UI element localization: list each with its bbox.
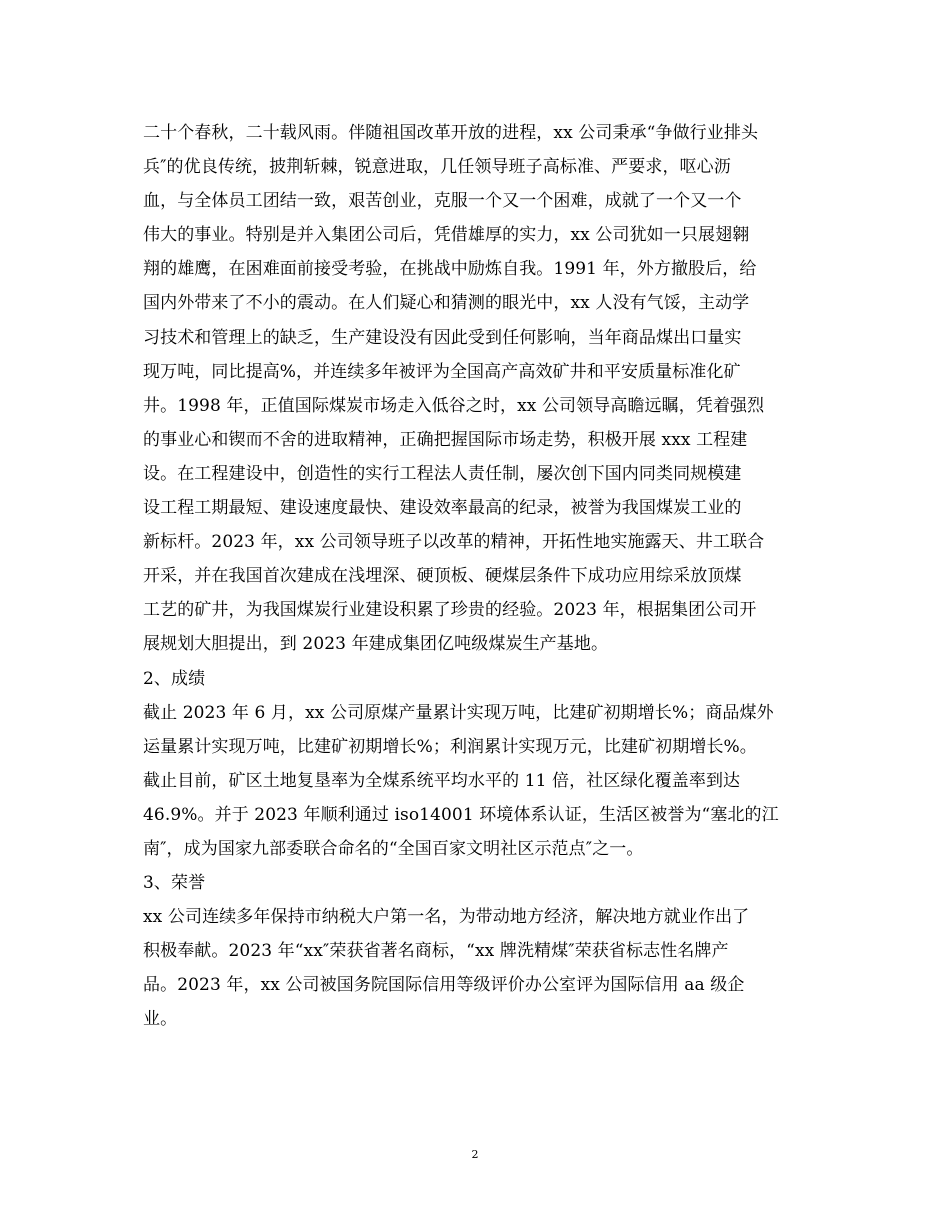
text-line: 血，与全体员工团结一致，艰苦创业，克服一个又一个困难，成就了一个又一个 (143, 191, 742, 212)
text-line: 46.9%。并于 2023 年顺利通过 iso14001 环境体系认证，生活区被誉为“塞北的江 (143, 804, 779, 825)
text-line: 工艺的矿井，为我国煤炭行业建设积累了珍贵的经验。2023 年，根据集团公司开 (143, 600, 757, 621)
section-heading-achievements: 2、成绩 (143, 668, 206, 689)
text-line: 二十个春秋，二十载风雨。伴随祖国改革开放的进程，xx 公司秉承“争做行业排头 (143, 123, 759, 143)
text-line: 新标杆。2023 年，xx 公司领导班子以改革的精神，开拓性地实施露天、井工联合 (143, 532, 765, 553)
text-line: 品。2023 年，xx 公司被国务院国际信用等级评价办公室评为国际信用 aa 级企 (143, 975, 745, 996)
text-line: 南″，成为国家九部委联合命名的“全国百家文明社区示范点″之一。 (143, 838, 644, 859)
text-line: xx 公司连续多年保持市纳税大户第一名，为带动地方经济，解决地方就业作出了 (143, 907, 750, 928)
text-line: 设。在工程建设中，创造性的实行工程法人责任制，屡次创下国内同类同规模建 (143, 463, 742, 484)
text-line: 截止目前，矿区土地复垦率为全煤系统平均水平的 11 倍，社区绿化覆盖率到达 (143, 770, 741, 791)
text-line: 截止 2023 年 6 月，xx 公司原煤产量累计实现万吨，比建矿初期增长%；商品煤外 (143, 702, 774, 723)
document-body (143, 116, 813, 1037)
text-line: 业。 (143, 1009, 178, 1030)
text-line: 设工程工期最短、建设速度最快、建设效率最高的纪录，被誉为我国煤炭工业的 (143, 498, 742, 519)
text-line: 积极奉献。2023 年“xx″荣获省著名商标，“xx 牌洗精煤″荣获省标志性名牌产 (143, 941, 729, 962)
text-line: 现万吨，同比提高%，并连续多年被评为全国高产高效矿井和平安质量标准化矿 (143, 361, 741, 382)
text-line: 的事业心和锲而不舍的进取精神，正确把握国际市场走势，积极开展 xxx 工程建 (143, 429, 748, 450)
text-line: 翔的雄鹰，在困难面前接受考验，在挑战中励炼自我。1991 年，外方撤股后，给 (143, 259, 757, 280)
text-line: 运量累计实现万吨，比建矿初期增长%；利润累计实现万元，比建矿初期增长%。 (143, 736, 757, 757)
text-line: 国内外带来了不小的震动。在人们疑心和猜测的眼光中，xx 人没有气馁，主动学 (143, 293, 750, 314)
text-line: 开采，并在我国首次建成在浅埋深、硬顶板、硬煤层条件下成功应用综采放顶煤 (143, 566, 742, 587)
text-line: 伟大的事业。特别是并入集团公司后，凭借雄厚的实力，xx 公司犹如一只展翅翱 (143, 225, 750, 246)
text-line: 兵″的优良传统，披荆斩棘，锐意进取，几任领导班子高标准、严要求，呕心沥 (143, 157, 731, 178)
text-line: 展规划大胆提出，到 2023 年建成集团亿吨级煤炭生产基地。 (143, 634, 609, 655)
text-line: 井。1998 年，正值国际煤炭市场走入低谷之时，xx 公司领导高瞻远瞩，凭着强烈 (143, 395, 765, 416)
text-line: 习技术和管理上的缺乏，生产建设没有因此受到任何影响，当年商品煤出口量实 (143, 327, 742, 348)
section-heading-honors: 3、荣誉 (143, 873, 206, 894)
page-number: 2 (471, 1148, 479, 1161)
